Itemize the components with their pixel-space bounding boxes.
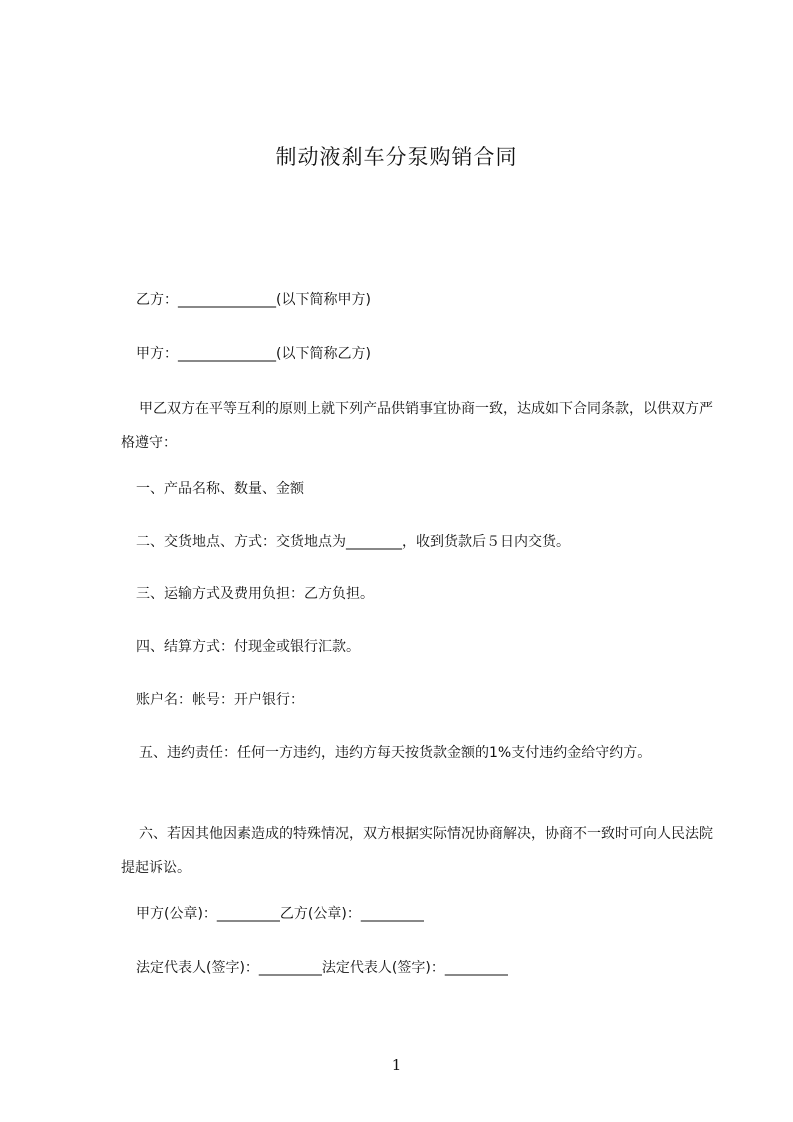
seal-line: 甲方(公章)：_________乙方(公章)：_________ xyxy=(136,906,424,922)
party-b-line: 乙方：______________(以下简称甲方) xyxy=(136,292,371,308)
clause-1: 一、产品名称、数量、金额 xyxy=(136,481,304,497)
party-a-line: 甲方：______________(以下简称乙方) xyxy=(136,346,371,362)
account-line: 账户名：帐号：开户银行： xyxy=(136,692,304,708)
intro-paragraph: 甲乙双方在平等互利的原则上就下列产品供销事宜协商一致，达成如下合同条款，以供双方严格遵守： xyxy=(121,401,713,451)
clause-2: 二、交货地点、方式：交货地点为________，收到货款后５日内交货。 xyxy=(136,534,570,550)
page-number: 1 xyxy=(391,1056,402,1074)
contract-title: 制动液刹车分泵购销合同 xyxy=(275,145,518,169)
clause-5: 五、违约责任：任何一方违约，违约方每天按货款金额的1%支付违约金给守约方。 xyxy=(139,745,652,761)
clause-4: 四、结算方式：付现金或银行汇款。 xyxy=(136,639,360,655)
signature-line: 法定代表人(签字)：_________法定代表人(签字)：_________ xyxy=(136,960,508,976)
clause-3: 三、运输方式及费用负担：乙方负担。 xyxy=(136,586,374,602)
clause-6: 六、若因其他因素造成的特殊情况，双方根据实际情况协商解决，协商不一致时可向人民法院提起诉讼。 xyxy=(121,826,713,876)
